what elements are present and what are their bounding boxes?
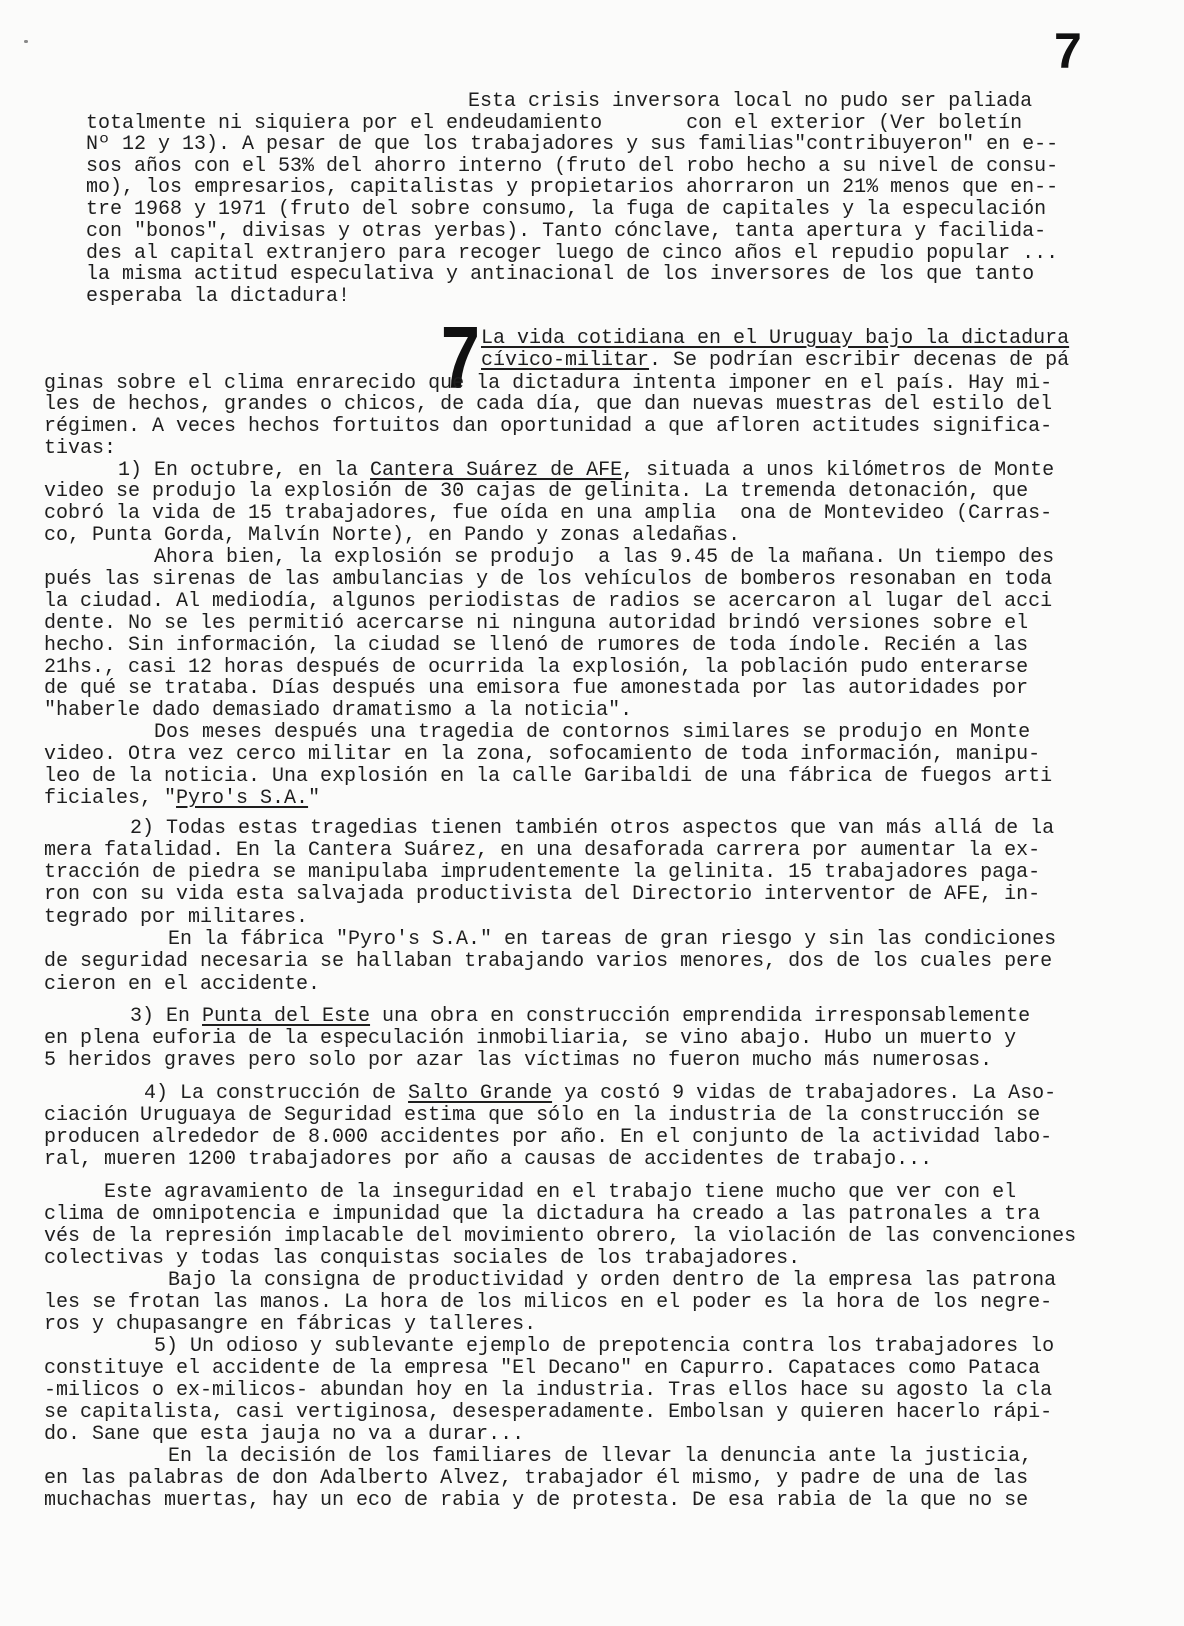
text-line: de seguridad necesaria se hallaban trabajando varios menores, dos de los cuales pere [44, 950, 1053, 973]
page-number: 7 [1054, 23, 1082, 79]
text-line: hecho. Sin información, la ciudad se llenó de rumores de toda índole. Recién a las [44, 634, 1029, 657]
underlined-text: Pyro's S.A. [176, 787, 309, 810]
text-line: ral, mueren 1200 trabajadores por año a causas de accidentes de trabajo... [44, 1148, 933, 1171]
underlined-text: La vida cotidiana en el Uruguay bajo la dictadura [481, 327, 1070, 350]
text-line: tracción de piedra se manipulaba imprudentemente la gelinita. 15 trabajadores paga- [44, 861, 1041, 884]
text-line: producen alrededor de 8.000 accidentes por año. En el conjunto de la actividad labo- [44, 1126, 1053, 1149]
text-line: do. Sane que esta jauja no va a durar... [44, 1423, 525, 1446]
text-line: Dos meses después una tragedia de contornos similares se produjo en Monte [154, 721, 1031, 744]
text-line: vés de la represión implacable del movimiento obrero, la violación de las convenciones [44, 1225, 1077, 1248]
text-line: con "bonos", divisas y otras yerbas). Tanto cónclave, tanta apertura y facilida- [86, 220, 1047, 243]
text-line: muchachas muertas, hay un eco de rabia y de protesta. De esa rabia de la que no se [44, 1489, 1029, 1512]
text-line: mera fatalidad. En la Cantera Suárez, en una desaforada carrera por aumentar la ex- [44, 839, 1041, 862]
text-line: leo de la noticia. Una explosión en la calle Garibaldi de una fábrica de fuegos arti [44, 765, 1053, 788]
text-line: 5) Un odioso y sublevante ejemplo de prepotencia contra los trabajadores lo [154, 1335, 1055, 1358]
text-line: esperaba la dictadura! [86, 285, 351, 308]
text-line: tre 1968 y 1971 (fruto del sobre consumo, la fuga de capitales y la especulación [86, 198, 1047, 221]
underlined-text: Salto Grande [408, 1082, 553, 1105]
text-line: des al capital extranjero para recoger luego de cinco años el repudio popular ... [86, 242, 1059, 265]
text-segment: , situada a unos kilómetros de Monte [622, 459, 1055, 482]
text-line: En la decisión de los familiares de llevar la denuncia ante la justicia, [168, 1445, 1033, 1468]
text-line: En la fábrica "Pyro's S.A." en tareas de gran riesgo y sin las condiciones [168, 928, 1057, 951]
text-line: la ciudad. Al mediodía, algunos periodistas de radios se acercaron al lugar del acci [44, 590, 1053, 613]
text-line: video. Otra vez cerco militar en la zona, sofocamiento de toda información, manipu- [44, 743, 1041, 766]
text-segment: " [308, 787, 321, 810]
text-line: 2) Todas estas tragedias tienen también otros aspectos que van más allá de la [130, 817, 1055, 840]
text-line: pués las sirenas de las ambulancias y de los vehículos de bomberos resonaban en toda [44, 568, 1053, 591]
text-line [44, 788, 320, 810]
text-line: cieron en el accidente. [44, 973, 321, 996]
text-line: colectivas y todas las conquistas sociales de los trabajadores. [44, 1247, 801, 1270]
text-segment: 4) La construcción de [144, 1082, 409, 1105]
underlined-text: Punta del Este [202, 1005, 371, 1028]
text-line: totalmente ni siquiera por el endeudamiento con el exterior (Ver boletín [86, 112, 1023, 135]
text-line: ciación Uruguaya de Seguridad estima que sólo en la industria de la construcción se [44, 1104, 1041, 1127]
scan-speck [24, 40, 28, 43]
text-line: Nº 12 y 13). A pesar de que los trabajadores y sus familias"contribuyeron" en e-- [86, 133, 1059, 156]
text-line: 21hs., casi 12 horas después de ocurrida la explosión, la población pudo enterarse [44, 656, 1029, 679]
text-line: ron con su vida esta salvajada productivista del Directorio interventor de AFE, in- [44, 883, 1041, 906]
text-line: tivas: [44, 437, 117, 460]
text-line: les se frotan las manos. La hora de los milicos en el poder es la hora de los negre- [44, 1291, 1053, 1314]
text-line: en las palabras de don Adalberto Alvez, trabajador él mismo, y padre de una de las [44, 1467, 1029, 1490]
text-line: "haberle dado demasiado dramatismo a la noticia". [44, 699, 633, 722]
text-line: Ahora bien, la explosión se produjo a las 9.45 de la mañana. Un tiempo des [154, 546, 1055, 569]
text-line [118, 460, 1054, 482]
text-line: constituye el accidente de la empresa "El Decano" en Capurro. Capataces como Pataca [44, 1357, 1041, 1380]
text-line: en plena euforia de la especulación inmobiliaria, se vino abajo. Hubo un muerto y [44, 1027, 1017, 1050]
text-line [130, 1006, 1030, 1028]
text-line [144, 1083, 1056, 1105]
text-line: Este agravamiento de la inseguridad en el trabajo tiene mucho que ver con el [104, 1181, 1017, 1204]
text-line: mo), los empresarios, capitalistas y propietarios ahorraron un 21% menos que en-- [86, 176, 1059, 199]
text-line: dente. No se les permitió acercarse ni ninguna autoridad brindó versiones sobre el [44, 612, 1029, 635]
text-line: Esta crisis inversora local no pudo ser paliada [468, 90, 1033, 113]
text-segment: una obra en construcción emprendida irresponsablemente [370, 1005, 1031, 1028]
text-segment: ya costó 9 vidas de trabajadores. La Aso- [552, 1082, 1057, 1105]
text-segment: 1) En octubre, en la [118, 459, 371, 482]
underlined-text: cívico-militar [481, 349, 650, 372]
section-heading-line [481, 328, 1069, 350]
text-segment: . Se podrían escribir decenas de pá [649, 349, 1070, 372]
section-number-dropcap: 7 [440, 308, 481, 407]
text-line: se capitalista, casi vertiginosa, desesperadamente. Embolsan y quieren hacerlo rápi- [44, 1401, 1053, 1424]
text-line: 5 heridos graves pero solo por azar las víctimas no fueron mucho más numerosas. [44, 1049, 993, 1072]
underlined-text: Cantera Suárez de AFE [370, 459, 623, 482]
text-line: clima de omnipotencia e impunidad que la dictadura ha creado a las patronales a tra [44, 1203, 1041, 1226]
text-line: Bajo la consigna de productividad y orden dentro de la empresa las patrona [168, 1269, 1057, 1292]
text-segment: 3) En [130, 1005, 203, 1028]
text-line: cobró la vida de 15 trabajadores, fue oída en una amplia ona de Montevideo (Carras- [44, 502, 1053, 525]
text-line: sos años con el 53% del ahorro interno (fruto del robo hecho a su nivel de consu- [86, 155, 1059, 178]
text-line: de qué se trataba. Días después una emisora fue amonestada por las autoridades por [44, 677, 1029, 700]
text-line: les de hechos, grandes o chicos, de cada día, que dan nuevas muestras del estilo del [44, 393, 1053, 416]
text-line: ros y chupasangre en fábricas y talleres. [44, 1313, 537, 1336]
text-line: -milicos o ex-milicos- abundan hoy en la industria. Tras ellos hace su agosto la cla [44, 1379, 1053, 1402]
text-line: video se produjo la explosión de 30 cajas de gelinita. La tremenda detonación, que [44, 480, 1029, 503]
text-line: tegrado por militares. [44, 906, 309, 929]
text-line: la misma actitud especulativa y antinacional de los inversores de los que tanto [86, 263, 1035, 286]
text-line: co, Punta Gorda, Malvín Norte), en Pando y zonas aledañas. [44, 524, 741, 547]
text-segment: ficiales, " [44, 787, 177, 810]
section-heading-line [481, 350, 1069, 372]
text-line: ginas sobre el clima enrarecido que la dictadura intenta imponer en el país. Hay mi- [44, 372, 1053, 395]
text-line: régimen. A veces hechos fortuitos dan oportunidad a que afloren actitudes significa- [44, 415, 1053, 438]
